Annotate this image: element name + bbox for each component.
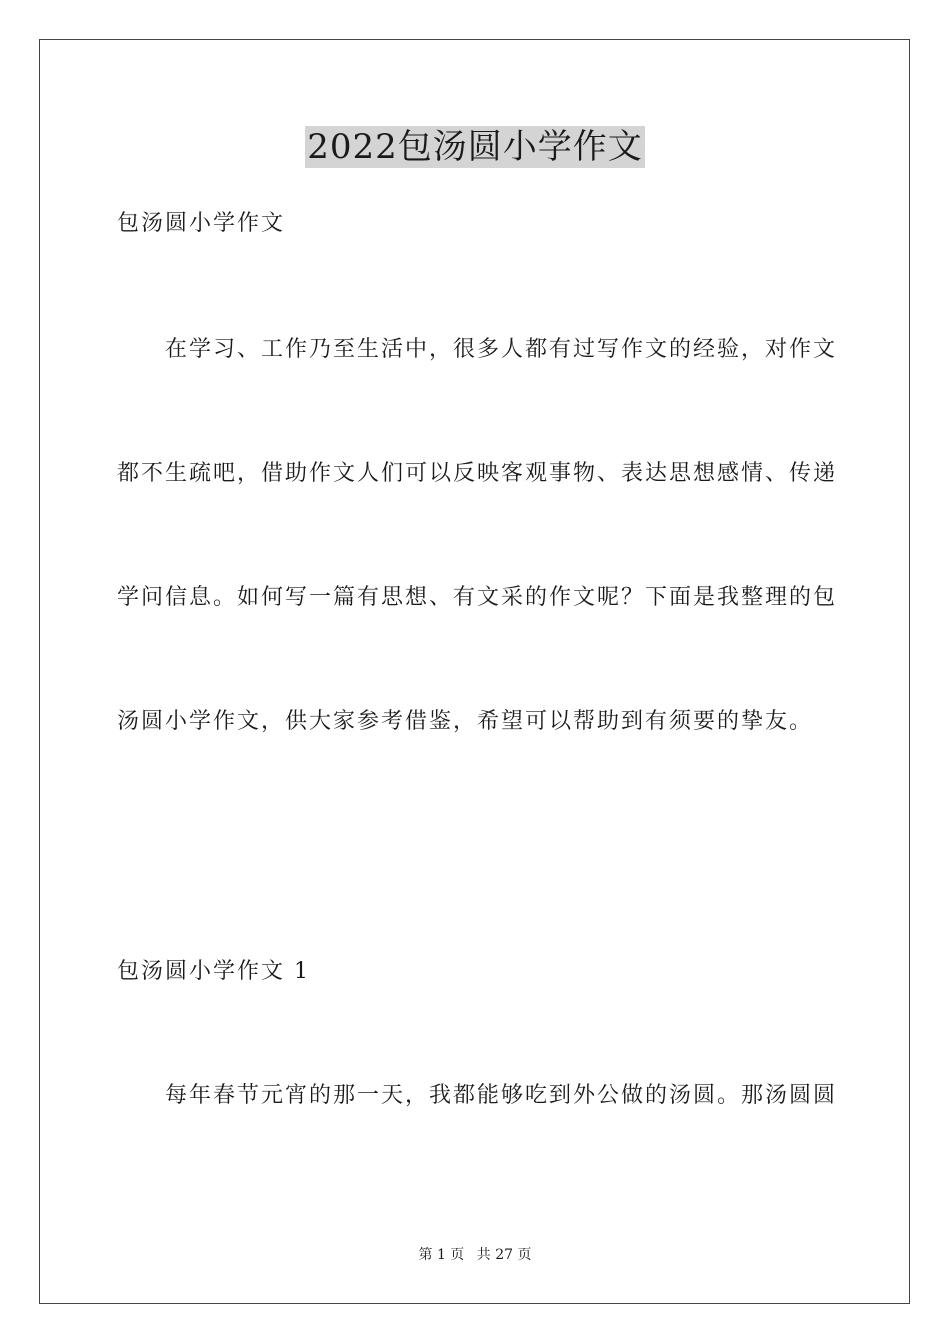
document-title: 2022包汤圆小学作文 <box>307 127 643 167</box>
paragraph-line: 汤圆小学作文，供大家参考借鉴，希望可以帮助到有须要的挚友。 <box>117 709 814 734</box>
page-total: 共 27 页 <box>476 1247 532 1263</box>
paragraph-line: 每年春节元宵的那一天，我都能够吃到外公做的汤圆。那汤圆圆 <box>165 1083 838 1108</box>
paragraph-line: 都不生疏吧，借助作文人们可以反映客观事物、表达思想感情、传递 <box>117 461 838 486</box>
title-container <box>0 126 950 168</box>
page-number: 第 1 页 <box>418 1247 465 1263</box>
paragraph-line: 在学习、工作乃至生活中，很多人都有过写作文的经验，对作文 <box>165 337 838 362</box>
section-heading: 包汤圆小学作文 1 <box>117 959 310 984</box>
page-footer <box>0 1246 950 1264</box>
document-subtitle: 包汤圆小学作文 <box>117 211 286 236</box>
paragraph-line: 学问信息。如何写一篇有思想、有文采的作文呢？下面是我整理的包 <box>117 585 838 610</box>
